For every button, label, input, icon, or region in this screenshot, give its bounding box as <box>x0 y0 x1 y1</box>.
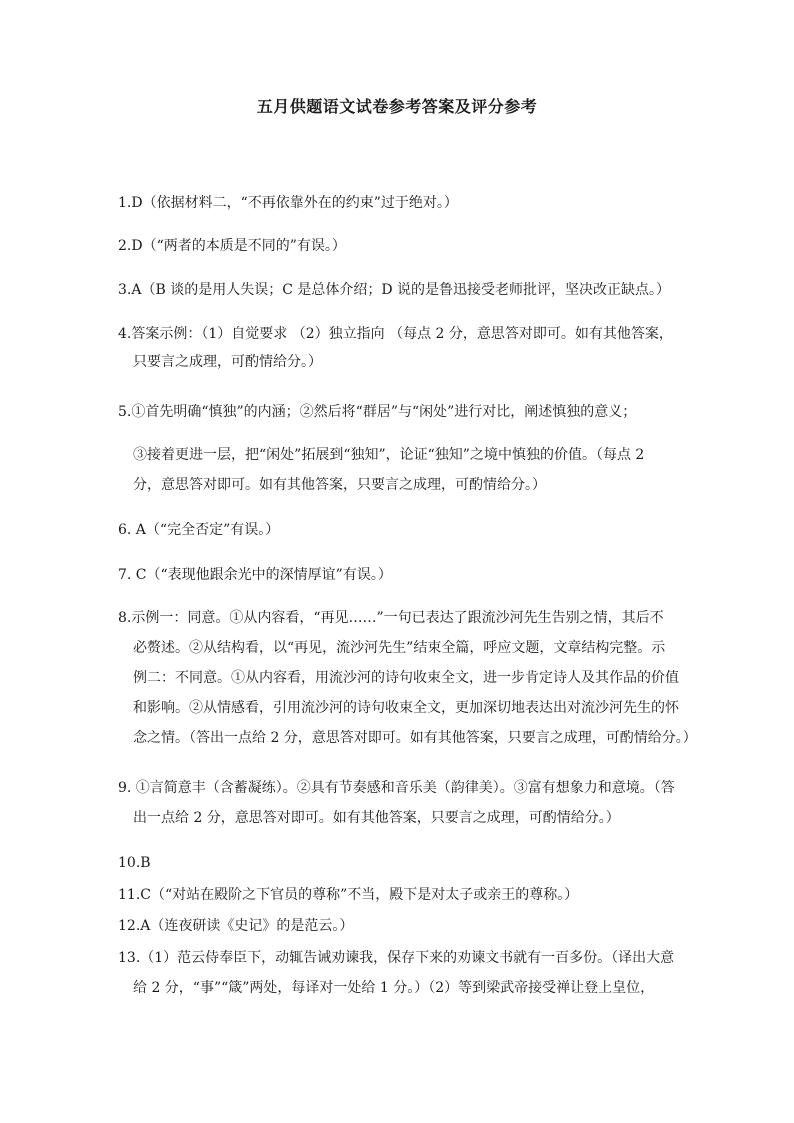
answer-9 <box>118 778 688 828</box>
answer-line: 8.示例一：同意。①从内容看，“再见……”一句已表达了跟流沙河先生告别之情，其后不 <box>118 610 664 626</box>
answer-5 <box>118 402 688 422</box>
answer-1 <box>118 193 688 213</box>
answer-line: 7. C（“表现他跟余光中的深情厚谊”有误。） <box>118 567 392 583</box>
answer-line: 12.A（连夜研读《史记》的是范云。） <box>118 918 354 934</box>
answer-11 <box>118 885 688 905</box>
answer-line: 9. ①言简意丰（含蓄凝练）。②具有节奏感和音乐美（韵律美）。③富有想象力和意境。（答 <box>118 780 675 796</box>
answer-line: 10.B <box>118 855 151 871</box>
answer-line: 分，意思答对即可。如有其他答案，只要言之成理，可酌情给分。） <box>133 477 546 493</box>
answer-line: 2.D（“两者的本质是不同的”有误。） <box>118 238 346 254</box>
answer-5-continued <box>118 445 688 495</box>
answer-line: 例二：不同意。①从内容看，用流沙河的诗句收束全文，进一步肯定诗人及其作品的价值 <box>133 670 679 686</box>
answer-line: 4.答案示例：（1）自觉要求 （2）独立指向 （每点 2 分，意思答对即可。如有其他答案， <box>118 326 673 342</box>
answer-line: 13.（1）范云侍奉臣下，动辄告诫劝谏我，保存下来的劝谏文书就有一百多份。（译出大意 <box>118 950 675 966</box>
answer-line: 念之情。（答出一点给 2 分，意思答对即可。如有其他答案，只要言之成理，可酌情给分。） <box>133 730 697 746</box>
answer-line: 1.D（依据材料二，“不再依靠外在的约束”过于绝对。） <box>118 195 458 211</box>
answer-line: 出一点给 2 分，意思答对即可。如有其他答案，只要言之成理，可酌情给分。） <box>133 810 620 826</box>
answer-8 <box>118 608 697 748</box>
answer-7 <box>118 565 688 585</box>
answer-line: 6. A（“完全否定”有误。） <box>118 522 280 538</box>
answer-10 <box>118 853 688 873</box>
answer-line: ③接着更进一层，把“闲处”拓展到“独知”，论证“独知”之境中慎独的价值。（每点 2 <box>133 447 645 463</box>
answer-line: 3.A（B 谈的是用人失误；C 是总体介绍；D 说的是鲁迅接受老师批评，坚决改正缺点。） <box>118 282 671 298</box>
answer-4 <box>118 324 688 372</box>
answer-line: 11.C（“对站在殿阶之下官员的尊称”不当，殿下是对太子或亲王的尊称。） <box>118 887 579 903</box>
answer-12 <box>118 916 688 936</box>
answer-line: 只要言之成理，可酌情给分。） <box>133 354 322 370</box>
answer-13 <box>118 948 688 998</box>
answer-line: 5.①首先明确“慎独”的内涵；②然后将“群居”与“闲处”进行对比，阐述慎独的意义； <box>118 404 637 420</box>
answer-line: 给 2 分，“事”“箴”两处，每译对一处给 1 分。）（2）等到梁武帝接受禅让登上皇位， <box>133 980 655 996</box>
answer-6 <box>118 520 688 540</box>
answer-line: 必赘述。②从结构看，以“再见，流沙河先生”结束全篇，呼应文题，文章结构完整。示 <box>133 640 666 656</box>
answer-2 <box>118 236 688 256</box>
answer-3 <box>118 280 688 300</box>
answer-line: 和影响。②从情感看，引用流沙河的诗句收束全文，更加深切地表达出对流沙河先生的怀 <box>133 700 679 716</box>
page-title: 五月供题语文试卷参考答案及评分参考 <box>256 97 538 116</box>
